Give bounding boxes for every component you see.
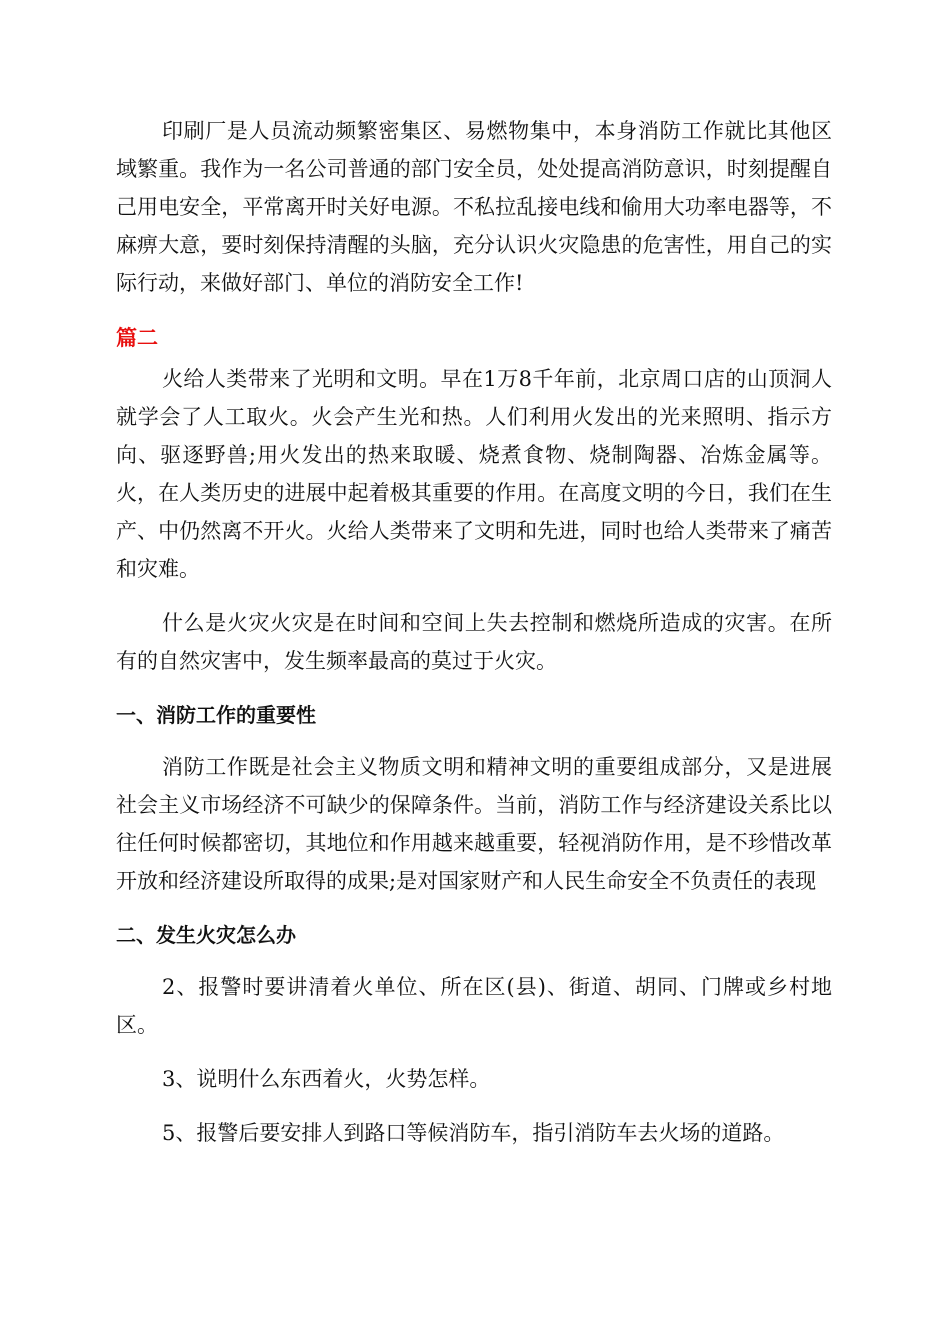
paragraph-importance: 消防工作既是社会主义物质文明和精神文明的重要组成部分，又是进展社会主义市场经济不可缺少的保障条件。当前，消防工作与经济建设关系比以往任何时候都密切，其地位和作用越来越重要，轻视消防作用，是不珍惜改革开放和经济建设所取得的成果;是对国家财产和人民生命安全不负责任的表现: [116, 755, 832, 893]
paragraph-fire-history: 火给人类带来了光明和文明。早在1万8千年前，北京周口店的山顶洞人就学会了人工取火。火会产生光和热。人们利用火发出的光来照明、指示方向、驱逐野兽;用火发出的热来取暖、烧煮食物、烧制陶器、冶炼金属等。火，在人类历史的进展中起着极其重要的作用。在高度文明的今日，我们在生产、中仍然离不开火。火给人类带来了文明和先进，同时也给人类带来了痛苦和灾难。: [116, 367, 832, 581]
paragraph-what-is-fire: 什么是火灾火灾是在时间和空间上失去控制和燃烧所造成的灾害。在所有的自然灾害中，发生频率最高的莫过于火灾。: [116, 611, 832, 673]
paragraph-printing-factory: 印刷厂是人员流动频繁密集区、易燃物集中，本身消防工作就比其他区域繁重。我作为一名公司普通的部门安全员，处处提高消防意识，时刻提醒自己用电安全，平常离开时关好电源。不私拉乱接电线和偷用大功率电器等，不麻痹大意，要时刻保持清醒的头脑，充分认识火灾隐患的危害性，用自己的实际行动，来做好部门、单位的消防安全工作!: [116, 119, 832, 295]
list-item-5: 5、报警后要安排人到路口等候消防车，指引消防车去火场的道路。: [162, 1121, 785, 1145]
section-title: 篇二: [116, 326, 158, 350]
heading-importance: 一、消防工作的重要性: [116, 703, 316, 727]
list-item-3: 3、说明什么东西着火，火势怎样。: [162, 1067, 491, 1091]
document-page: [116, 112, 832, 1168]
heading-what-to-do: 二、发生火灾怎么办: [116, 923, 296, 947]
list-item-2: 2、报警时要讲清着火单位、所在区(县)、街道、胡同、门牌或乡村地区。: [116, 975, 832, 1037]
